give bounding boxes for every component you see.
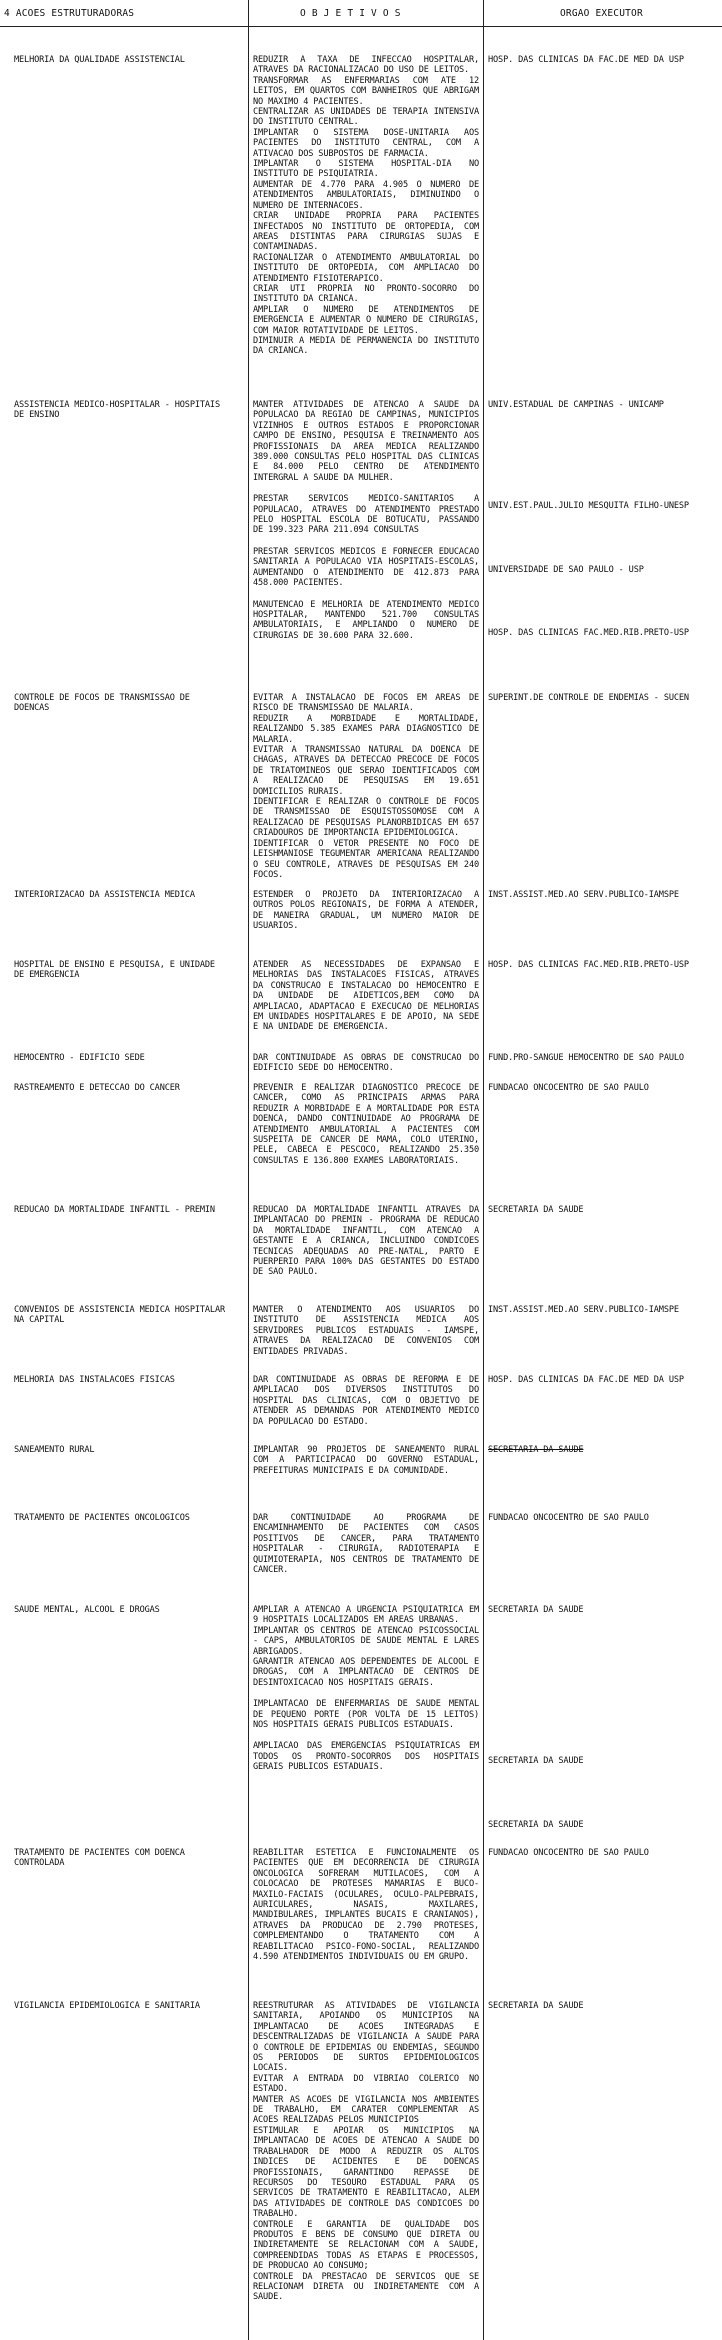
objetivo-text: IMPLANTACAO DE ENFERMARIAS DE SAUDE MENTAL DE PEQUENO PORTE (POR VOLTA DE 15 LEITOS) NOS HOSPITAIS GERAIS PUBLICOS ESTADUAIS. <box>253 1699 479 1731</box>
objetivo-text: REABILITAR ESTETICA E FUNCIONALMENTE OS PACIENTES QUE EM DECORRENCIA DE CIRURGIA ONCOLOGICA SOFRERAM MUTILACOES, COM A COLOCACAO DE PROTESES MAMARIAS E BUCO-MAXILO-FACIAIS (OCULARES, OCULO-PALPEBRAIS, AURICULARES, NASAIS, MAXILARES, MANDIBULARES, IMPLANTES BUCAIS E CRANIANOS), ATRAVES DA PRODUCAO DE 2.790 PROTESES, COMPLEMENTANDO O TRATAMENTO COM A REABILITACAO PSICO-FONO-SOCIAL, REALIZANDO 4.590 ATENDIMENTOS INDIVIDUAIS OU EM GRUPO. <box>253 1848 479 1963</box>
objetivo-text: CENTRALIZAR AS UNIDADES DE TERAPIA INTENSIVA DO INSTITUTO CENTRAL. <box>253 107 479 128</box>
objetivos-cell <box>253 693 479 880</box>
orgao-cell <box>488 890 716 900</box>
objetivo-text: AMPLIACAO DAS EMERGENCIAS PSIQUIATRICAS EM TODOS OS PRONTO-SOCORROS DOS HOSPITAIS GERAIS PUBLICOS ESTADUAIS. <box>253 1741 479 1773</box>
objetivo-text: CRIAR UTI PROPRIA NO PRONTO-SOCORRO DO INSTITUTO DA CRIANCA. <box>253 283 479 305</box>
header-orgao: ORGAO EXECUTOR <box>560 8 643 19</box>
orgao-text: SECRETARIA DA SAUDE <box>488 1605 584 1615</box>
orgao-text: SUPERINT.DE CONTROLE DE ENDEMIAS - SUCEN <box>488 693 689 703</box>
objetivo-text: AMPLIAR O NUMERO DE ATENDIMENTOS DE EMERGENCIA E AUMENTAR O NUMERO DE CIRURGIAS, COM MAIOR ROTATIVIDADE DE LEITOS. <box>253 304 479 336</box>
objetivo-text: PRESTAR SERVICOS MEDICO-SANITARIOS A POPULACAO, ATRAVES DO ATENDIMENTO PRESTADO PELO HOSPITAL ESCOLA DE BOTUCATU, PASSANDO DE 199.323 PARA 211.094 CONSULTAS <box>253 494 479 536</box>
orgao-text: INST.ASSIST.MED.AO SERV.PUBLICO-IAMSPE <box>488 890 679 900</box>
objetivo-text: TRANSFORMAR AS ENFERMARIAS COM ATE 12 LEITOS, EM QUARTOS COM BANHEIROS QUE ABRIGAM NO MAXIMO 4 PACIENTES. <box>253 75 479 107</box>
acao-cell: MELHORIA DA QUALIDADE ASSISTENCIAL <box>14 55 185 65</box>
objetivos-cell <box>253 1205 479 1278</box>
acao-cell: ASSISTENCIA MEDICO-HOSPITALAR - HOSPITAIS DE ENSINO <box>14 400 220 421</box>
orgao-text: FUNDACAO ONCOCENTRO DE SAO PAULO <box>488 1513 649 1523</box>
orgao-text: UNIVERSIDADE DE SAO PAULO - USP <box>488 564 644 575</box>
column-rule-2 <box>483 0 484 2340</box>
objetivo-text: REESTRUTURAR AS ATIVIDADES DE VIGILANCIA SANITARIA, APOIANDO OS MUNICIPIOS NA IMPLANTACAO DE ACOES INTEGRADAS E DESCENTRALIZADAS DE VIGILANCIA A SAUDE PARA O CONTROLE DE EPIDEMIAS OU ENDEMIAS, SEGUNDO OS PERIODOS DE SURTOS EPIDEMIOLOGICOS LOCAIS. <box>253 2001 479 2074</box>
acao-cell: HOSPITAL DE ENSINO E PESQUISA, E UNIDADE DE EMERGENCIA <box>14 960 215 981</box>
orgao-text: UNIV.ESTADUAL DE CAMPINAS - UNICAMP <box>488 400 664 410</box>
objetivo-text: IMPLANTAR O SISTEMA DOSE-UNITARIA AOS PACIENTES DO INSTITUTO CENTRAL, COM A ATIVACAO DOS SUBPOSTOS DE FARMACIA. <box>253 127 479 159</box>
objetivo-text: IDENTIFICAR E REALIZAR O CONTROLE DE FOCOS DE TRANSMISSAO DE ESQUISTOSSOMOSE COM A REALIZACAO DE PESQUISAS PLANORBIDICAS EM 657 CRIADOUROS DE IMPORTANCIA EPIDEMIOLOGICA. <box>253 797 479 839</box>
orgao-cell <box>488 1848 716 1858</box>
objetivo-text: MANTER ATIVIDADES DE ATENCAO A SAUDE DA POPULACAO DA REGIAO DE CAMPINAS, MUNICIPIOS VIZINHOS E OUTROS ESTADOS E PROPORCIONAR CAMPO DE ENSINO, PESQUISA E TREINAMENTO AOS PROFISSIONAIS DA AREA MEDICA REALIZANDO 389.000 CONSULTAS PELO HOSPITAL DAS CLINICAS E 84.000 PELO CENTRO DE ATENDIMENTO INTERGRAL A SAUDE DA MULHER. <box>253 400 479 483</box>
orgao-text: SECRETARIA DA SAUDE <box>488 1445 584 1455</box>
objetivo-text: RACIONALIZAR O ATENDIMENTO AMBULATORIAL DO INSTITUTO DE ORTOPEDIA, COM AMPLIACAO DO ATENDIMENTO FISIOTERAPICO. <box>253 252 479 284</box>
objetivo-text: ATENDER AS NECESSIDADES DE EXPANSAO E MELHORIAS DAS INSTALACOES FISICAS, ATRAVES DA CONSTRUCAO E INSTALACAO DO HEMOCENTRO E DA UNIDADE DE AIDETICOS,BEM COMO DA AMPLIACAO, ADAPTACAO E EXECUCAO DE MELHORIAS EM UNIDADES HOSPITALARES E DE APOIO, NA SEDE E NA UNIDADE DE EMERGENCIA. <box>253 960 479 1033</box>
orgao-text: FUND.PRO-SANGUE HEMOCENTRO DE SAO PAULO <box>488 1053 684 1063</box>
header-divider <box>0 26 722 27</box>
acao-cell: INTERIORIZACAO DA ASSISTENCIA MEDICA <box>14 890 195 900</box>
orgao-cell <box>488 960 716 970</box>
orgao-text: SECRETARIA DA SAUDE <box>488 1205 584 1215</box>
acao-cell: TRATAMENTO DE PACIENTES ONCOLOGICOS <box>14 1513 190 1523</box>
orgao-cell <box>488 2001 716 2011</box>
objetivo-text: IMPLANTAR OS CENTROS DE ATENCAO PSICOSSOCIAL - CAPS, AMBULATORIOS DE SAUDE MENTAL E LARES ABRIGADOS. <box>253 1625 479 1657</box>
objetivo-text: EVITAR A TRANSMISSAO NATURAL DA DOENCA DE CHAGAS, ATRAVES DA DETECCAO PRECOCE DE FOCOS DE TRIATOMINEOS QUE SERAO IDENTIFICADOS COM A REALIZACAO DE PESQUISAS EM 19.651 DOMICILIOS RURAIS. <box>253 745 479 797</box>
orgao-text: SECRETARIA DA SAUDE <box>488 1756 584 1767</box>
objetivo-text: GARANTIR ATENCAO AOS DEPENDENTES DE ALCOOL E DROGAS, COM A IMPLANTACAO DE CENTROS DE DESINTOXICACAO NOS HOSPITAIS GERAIS. <box>253 1657 479 1688</box>
objetivos-cell <box>253 1305 479 1357</box>
objetivo-text: AMPLIAR A ATENCAO A URGENCIA PSIQUIATRICA EM 9 HOSPITAIS LOCALIZADOS EM AREAS URBANAS. <box>253 1605 479 1626</box>
objetivo-text: REDUZIR A MORBIDADE E MORTALIDADE, REALIZANDO 5.385 EXAMES PARA DIAGNOSTICO DE MALARIA. <box>253 713 479 745</box>
objetivos-cell <box>253 1053 479 1074</box>
objetivo-text: MANUTENCAO E MELHORIA DE ATENDIMENTO MEDICO HOSPITALAR, MANTENDO 521.700 CONSULTAS AMBULATORIAIS, E AMPLIANDO O NUMERO DE CIRURGIAS DE 30.600 PARA 32.600. <box>253 599 479 641</box>
table-header <box>0 0 722 26</box>
orgao-cell <box>488 1053 716 1063</box>
orgao-cell <box>488 400 716 639</box>
objetivos-cell <box>253 55 479 357</box>
orgao-cell <box>488 1513 716 1523</box>
objetivos-cell <box>253 1513 479 1575</box>
objetivo-text: DAR CONTINUIDADE AS OBRAS DE REFORMA E DE AMPLIACAO DOS DIVERSOS INSTITUTOS DO HOSPITAL DAS CLINICAS, COM O OBJETIVO DE ATENDER AS DEMANDAS POR ATENDIMENTO MEDICO DA POPULACAO DO ESTADO. <box>253 1375 479 1427</box>
orgao-cell <box>488 693 716 703</box>
objetivo-text: REDUCAO DA MORTALIDADE INFANTIL ATRAVES DA IMPLANTACAO DO PREMIN - PROGRAMA DE REDUCAO DA MORTALIDADE INFANTIL, COM ATENCAO A GESTANTE E A CRIANCA, INCLUINDO CONDICOES TECNICAS ADEQUADAS AO PRE-NATAL, PARTO E PUERPERIO PARA 100% DAS GESTANTES DO ESTADO DE SAO PAULO. <box>253 1205 479 1278</box>
objetivo-text: MANTER O ATENDIMENTO AOS USUARIOS DO INSTITUTO DE ASSISTENCIA MEDICA AOS SERVIDORES PUBLICOS ESTADUAIS - IAMSPE, ATRAVES DA REALIZACAO DE CONVENIOS COM ENTIDADES PRIVADAS. <box>253 1305 479 1357</box>
orgao-text: FUNDACAO ONCOCENTRO DE SAO PAULO <box>488 1848 649 1858</box>
header-acoes: 4 ACOES ESTRUTURADORAS <box>4 8 135 19</box>
objetivo-text: REDUZIR A TAXA DE INFECCAO HOSPITALAR, ATRAVES DA RACIONALIZACAO DO USO DE LEITOS. <box>253 55 479 76</box>
objetivo-text: DAR CONTINUIDADE AO PROGRAMA DE ENCAMINHAMENTO DE PACIENTES COM CASOS POSITIVOS DE CANCER, PARA TRATAMENTO HOSPITALAR - CIRURGIA, RADIOTERAPIA E QUIMIOTERAPIA, NOS CENTROS DE TRATAMENTO DE CANCER. <box>253 1513 479 1576</box>
orgao-text: SECRETARIA DA SAUDE <box>488 2001 584 2011</box>
orgao-cell <box>488 1083 716 1093</box>
objetivos-cell <box>253 1445 479 1476</box>
objetivo-text: EVITAR A ENTRADA DO VIBRIAO COLERICO NO ESTADO. <box>253 2073 479 2095</box>
acao-cell: HEMOCENTRO - EDIFICIO SEDE <box>14 1053 145 1063</box>
orgao-text: FUNDACAO ONCOCENTRO DE SAO PAULO <box>488 1083 649 1093</box>
acao-cell: SAUDE MENTAL, ALCOOL E DROGAS <box>14 1605 160 1615</box>
orgao-text: HOSP. DAS CLINICAS DA FAC.DE MED DA USP <box>488 1375 684 1385</box>
acao-cell: MELHORIA DAS INSTALACOES FISICAS <box>14 1375 175 1385</box>
objetivo-text: DIMINUIR A MEDIA DE PERMANENCIA DO INSTITUTO DA CRIANCA. <box>253 335 479 357</box>
orgao-cell <box>488 1205 716 1215</box>
objetivo-text: PRESTAR SERVICOS MEDICOS E FORNECER EDUCACAO SANITARIA A POPULACAO VIA HOSPITAIS-ESCOLAS, AUMENTANDO O ATENDIMENTO DE 412.873 PARA 458.000 PACIENTES. <box>253 546 479 589</box>
acao-cell: SANEAMENTO RURAL <box>14 1445 95 1455</box>
acao-cell: CONVENIOS DE ASSISTENCIA MEDICA HOSPITALAR NA CAPITAL <box>14 1305 226 1326</box>
objetivo-text: PREVENIR E REALIZAR DIAGNOSTICO PRECOCE DE CANCER, COMO AS PRINCIPAIS ARMAS PARA REDUZIR A MORBIDADE E A MORTALIDADE POR ESTA DOENCA, DANDO CONTINUIDADE AO PROGRAMA DE ATENDIMENTO AMBULATORIAL A PACIENTES COM SUSPEITA DE CANCER DE MAMA, COLO UTERINO, PELE, CABECA E PESCOCO, REALIZANDO 25.350 CONSULTAS E 136.800 EXAMES LABORATORIAIS. <box>253 1083 479 1166</box>
column-rule-1 <box>248 0 249 2340</box>
orgao-text: INST.ASSIST.MED.AO SERV.PUBLICO-IAMSPE <box>488 1305 679 1315</box>
orgao-cell <box>488 55 716 65</box>
objetivos-cell <box>253 890 479 932</box>
objetivos-cell <box>253 2001 479 2303</box>
acao-cell: CONTROLE DE FOCOS DE TRANSMISSAO DE DOENCAS <box>14 693 190 714</box>
objetivos-cell <box>253 400 479 641</box>
acao-cell: VIGILANCIA EPIDEMIOLOGICA E SANITARIA <box>14 2001 200 2011</box>
objetivo-text: MANTER AS ACOES DE VIGILANCIA NOS AMBIENTES DE TRABALHO, EM CARATER COMPLEMENTAR AS ACOES REALIZADAS PELOS MUNICIPIOS <box>253 2094 479 2126</box>
objetivo-text: IMPLANTAR 90 PROJETOS DE SANEAMENTO RURAL COM A PARTICIPACAO DO GOVERNO ESTADUAL, PREFEITURAS MUNICIPAIS E DA COMUNIDADE. <box>253 1445 479 1476</box>
orgao-text: SECRETARIA DA SAUDE <box>488 1819 584 1830</box>
objetivo-text: AUMENTAR DE 4.770 PARA 4.905 O NUMERO DE ATENDIMENTOS AMBULATORIAIS, DIMINUINDO O NUMERO DE INTERNACOES. <box>253 179 479 211</box>
orgao-cell <box>488 1305 716 1315</box>
objetivo-text: CONTROLE DA PRESTACAO DE SERVICOS QUE SE RELACIONAM DIRETA OU INDIRETAMENTE COM A SAUDE. <box>253 2271 479 2303</box>
objetivos-cell <box>253 1848 479 1962</box>
objetivos-cell <box>253 960 479 1033</box>
orgao-cell <box>488 1445 716 1455</box>
orgao-text: HOSP. DAS CLINICAS FAC.MED.RIB.PRETO-USP <box>488 628 689 639</box>
orgao-cell <box>488 1375 716 1385</box>
objetivo-text: CONTROLE E GARANTIA DE QUALIDADE DOS PRODUTOS E BENS DE CONSUMO QUE DIRETA OU INDIRETAMENTE SE RELACIONAM COM A SAUDE, COMPREENDIDAS TODAS AS ETAPAS E PROCESSOS, DE PRODUCAO AO CONSUMO; <box>253 2219 479 2272</box>
objetivos-cell <box>253 1605 479 1773</box>
header-objetivos: O B J E T I V O S <box>300 8 401 19</box>
orgao-text: HOSP. DAS CLINICAS DA FAC.DE MED DA USP <box>488 55 684 65</box>
acao-cell: REDUCAO DA MORTALIDADE INFANTIL - PREMIN <box>14 1205 215 1215</box>
acao-cell: TRATAMENTO DE PACIENTES COM DOENCA CONTROLADA <box>14 1848 185 1869</box>
objetivo-text: EVITAR A INSTALACAO DE FOCOS EM AREAS DE RISCO DE TRANSMISSAO DE MALARIA. <box>253 693 479 714</box>
objetivo-text: ESTENDER O PROJETO DA INTERIORIZACAO A OUTROS POLOS REGIONAIS, DE FORMA A ATENDER, DE MANEIRA GRADUAL, UM NUMERO MAIOR DE USUARIOS. <box>253 890 479 932</box>
objetivo-text: ESTIMULAR E APOIAR OS MUNICIPIOS NA IMPLANTACAO DE ACOES DE ATENCAO A SAUDE DO TRABALHADOR DE MODO A REDUZIR OS ALTOS INDICES DE ACIDENTES E DE DOENCAS PROFISSIONAIS, GARANTINDO REPASSE DE RECURSOS DO TESOURO ESTADUAL PARA OS SERVICOS DE TRATAMENTO E REABILITACAO, ALEM DAS ATIVIDADES DE CONTROLE DAS CONDICOES DO TRABALHO. <box>253 2125 479 2220</box>
objetivo-text: IMPLANTAR O SISTEMA HOSPITAL-DIA NO INSTITUTO DE PSIQUIATRIA. <box>253 159 479 180</box>
orgao-text: HOSP. DAS CLINICAS FAC.MED.RIB.PRETO-USP <box>488 960 689 970</box>
acao-cell: RASTREAMENTO E DETECCAO DO CANCER <box>14 1083 180 1093</box>
objetivos-cell <box>253 1375 479 1427</box>
orgao-text: UNIV.EST.PAUL.JULIO MESQUITA FILHO-UNESP <box>488 501 689 512</box>
objetivos-cell <box>253 1083 479 1166</box>
objetivo-text: CRIAR UNIDADE PROPRIA PARA PACIENTES INFECTADOS NO INSTITUTO DE ORTOPEDIA, COM AREAS DISTINTAS PARA CIRURGIAS SUJAS E CONTAMINADAS. <box>253 211 479 253</box>
objetivo-text: DAR CONTINUIDADE AS OBRAS DE CONSTRUCAO DO EDIFICIO SEDE DO HEMOCENTRO. <box>253 1053 479 1074</box>
objetivo-text: IDENTIFICAR O VETOR PRESENTE NO FOCO DE LEISHMANIOSE TEGUMENTAR AMERICANA REALIZANDO O SEU CONTROLE, ATRAVES DE PESQUISAS EM 240 FOCOS. <box>253 838 479 880</box>
orgao-cell <box>488 1605 716 1830</box>
